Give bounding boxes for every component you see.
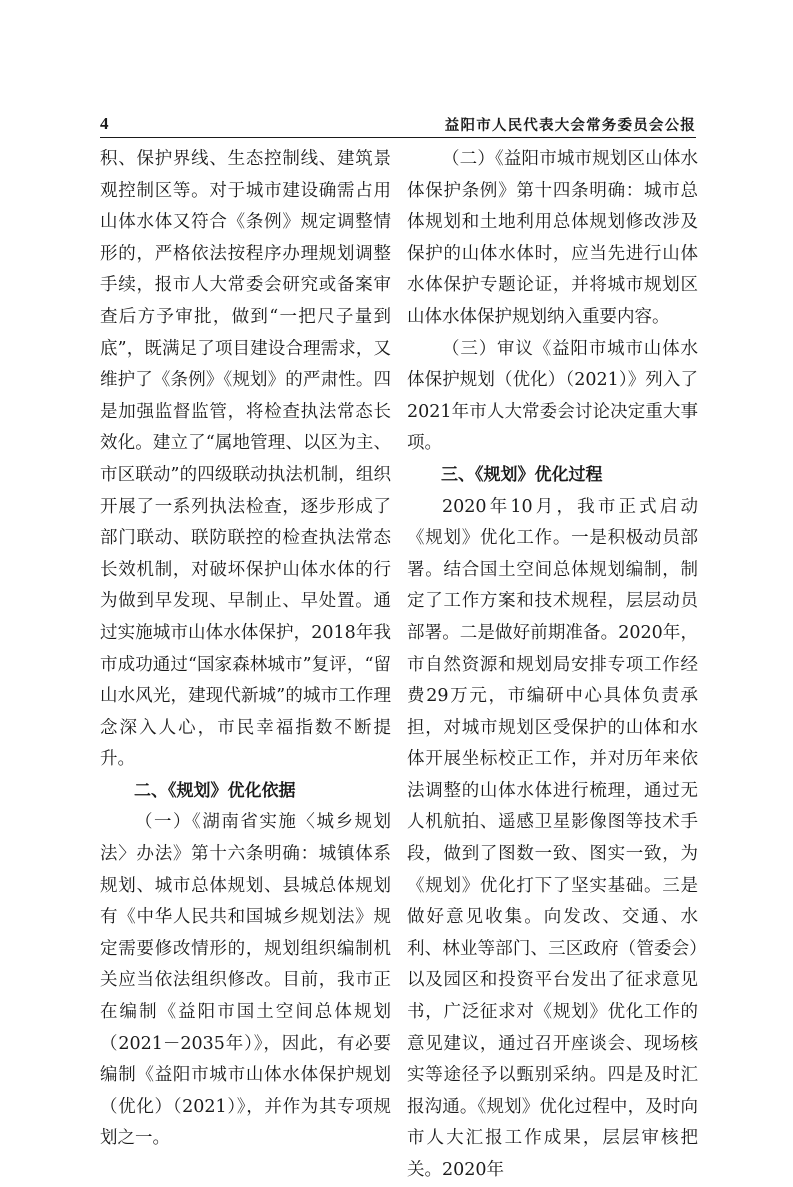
header-rule — [100, 137, 696, 138]
journal-title: 益阳市人民代表大会常务委员会公报 — [444, 118, 696, 134]
paragraph-basis-2: （二）《益阳市城市规划区山体水体保护条例》第十四条明确：城市总体规划和土地利用总体规划修改涉及保护的山体水体时，应当先进行山体水体保护专题论证，并将城市规划区山体水体保护规划纳入重要内容。 — [407, 149, 698, 327]
section-heading-2: 二、《规划》优化依据 — [134, 780, 296, 801]
paragraph-continued: 积、保护界线、生态控制线、建筑景观控制区等。对于城市建设确需占用山体水体又符合《条例》规定调整情形的，严格依法按程序办理规划调整手续，报市人大常委会研究或备案审查后方予审批，做到“一把尺子量到底”，既满足了项目建设合理需求，又维护了《条例》《规划》的严肃性。四是加强监督监管，将检查执法常态长效化。建立了“属地管理、以区为主、市区联动”的四级联动执法机制，组织开展了一系列执法检查，逐步形成了部门联动、联防联控的检查执法常态长效机制，对破坏保护山体水体的行为做到早发现、早制止、早处置。通过实施城市山体水体保护，2018年我市成功通过“国家森林城市”复评，“留山水风光，建现代新城”的城市工作理念深入人心，市民幸福指数不断提升。 — [100, 149, 391, 770]
section-heading-3: 三、《规划》优化过程 — [441, 464, 603, 485]
page-number: 4 — [100, 114, 109, 133]
paragraph-basis-3: （三）审议《益阳市城市山体水体保护规划（优化）（2021）》列入了2021年市人大常委会讨论决定重大事项。 — [407, 338, 698, 454]
right-column — [407, 144, 698, 1187]
page-header — [100, 112, 696, 136]
paragraph-basis-1: （一）《湖南省实施〈城乡规划法〉办法》第十六条明确：城镇体系规划、城市总体规划、县城总体规划有《中华人民共和国城乡规划法》规定需要修改情形的，规划组织编制机关应当依法组织修改。目前，我市正在编制《益阳市国土空间总体规划（2021－2035年）》，因此，有必要编制《益阳市城市山体水体保护规划（优化）（2021）》，并作为其专项规划之一。 — [100, 812, 391, 1149]
left-column — [100, 144, 391, 1155]
paragraph-process: 2020年10月，我市正式启动《规划》优化工作。一是积极动员部署。结合国土空间总体规划编制，制定了工作方案和技术规程，层层动员部署。二是做好前期准备。2020年，市自然资源和规划局安排专项工作经费29万元，市编研中心具体负责承担，对城市规划区受保护的山体和水体开展坐标校正工作，并对历年来依法调整的山体水体进行梳理，通过无人机航拍、遥感卫星影像图等技术手段，做到了图数一致、图实一致，为《规划》优化打下了坚实基础。三是做好意见收集。向发改、交通、水利、林业等部门、三区政府（管委会）以及园区和投资平台发出了征求意见书，广泛征求对《规划》优化工作的意见建议，通过召开座谈会、现场核实等途径予以甄别采纳。四是及时汇报沟通。《规划》优化过程中，及时向市人大汇报工作成果，层层审核把关。2020年 — [407, 496, 698, 1180]
